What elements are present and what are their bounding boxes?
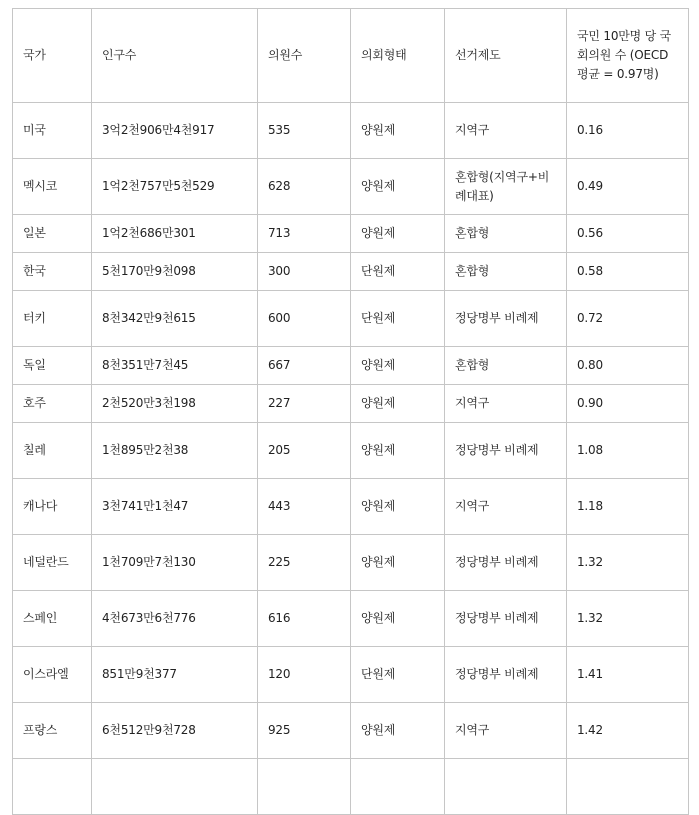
table-row [13, 215, 689, 253]
header-population: 인구수 [92, 9, 258, 103]
cell-parliament-type: 단원제 [351, 253, 445, 291]
cell-members: 225 [258, 535, 351, 591]
table-row [13, 253, 689, 291]
header-parliament-type: 의회형태 [351, 9, 445, 103]
cell-parliament-type: 양원제 [351, 103, 445, 159]
table-row [13, 535, 689, 591]
table-row [13, 591, 689, 647]
cell-country: 미국 [13, 103, 92, 159]
cell-electoral-system: 혼합형(지역구+비례대표) [445, 159, 567, 215]
cell-electoral-system: 정당명부 비례제 [445, 423, 567, 479]
cell-members: 300 [258, 253, 351, 291]
cell-members-per-100k: 1.32 [567, 535, 689, 591]
table-row [13, 291, 689, 347]
cell-members: 443 [258, 479, 351, 535]
cell-country: 독일 [13, 347, 92, 385]
cell-population: 1천895만2천38 [92, 423, 258, 479]
cell-empty [92, 759, 258, 815]
cell-electoral-system: 지역구 [445, 385, 567, 423]
cell-country: 스페인 [13, 591, 92, 647]
cell-members-per-100k: 0.56 [567, 215, 689, 253]
table-header-row [13, 9, 689, 103]
cell-population: 1억2천686만301 [92, 215, 258, 253]
header-country: 국가 [13, 9, 92, 103]
cell-members: 925 [258, 703, 351, 759]
cell-electoral-system: 혼합형 [445, 347, 567, 385]
cell-population: 5천170만9천098 [92, 253, 258, 291]
cell-members: 713 [258, 215, 351, 253]
cell-members: 600 [258, 291, 351, 347]
cell-parliament-type: 단원제 [351, 647, 445, 703]
header-members: 의원수 [258, 9, 351, 103]
cell-members-per-100k: 1.42 [567, 703, 689, 759]
cell-country: 호주 [13, 385, 92, 423]
cell-parliament-type: 양원제 [351, 159, 445, 215]
cell-population: 8천351만7천45 [92, 347, 258, 385]
cell-members: 120 [258, 647, 351, 703]
cell-electoral-system: 지역구 [445, 703, 567, 759]
cell-country: 이스라엘 [13, 647, 92, 703]
cell-electoral-system: 정당명부 비례제 [445, 291, 567, 347]
cell-empty [258, 759, 351, 815]
cell-members-per-100k: 0.72 [567, 291, 689, 347]
table-row [13, 703, 689, 759]
cell-members-per-100k: 1.18 [567, 479, 689, 535]
table-row [13, 423, 689, 479]
table-row [13, 385, 689, 423]
cell-parliament-type: 양원제 [351, 385, 445, 423]
cell-members: 535 [258, 103, 351, 159]
cell-electoral-system: 지역구 [445, 103, 567, 159]
parliament-comparison-table [12, 8, 689, 815]
cell-electoral-system: 지역구 [445, 479, 567, 535]
cell-population: 851만9천377 [92, 647, 258, 703]
cell-members-per-100k: 0.90 [567, 385, 689, 423]
table-row-partial [13, 759, 689, 815]
cell-members: 227 [258, 385, 351, 423]
cell-parliament-type: 단원제 [351, 291, 445, 347]
cell-electoral-system: 혼합형 [445, 253, 567, 291]
cell-country: 네덜란드 [13, 535, 92, 591]
table-row [13, 479, 689, 535]
cell-empty [567, 759, 689, 815]
cell-population: 3천741만1천47 [92, 479, 258, 535]
cell-members-per-100k: 0.49 [567, 159, 689, 215]
cell-parliament-type: 양원제 [351, 703, 445, 759]
cell-parliament-type: 양원제 [351, 347, 445, 385]
cell-country: 터키 [13, 291, 92, 347]
cell-country: 일본 [13, 215, 92, 253]
cell-empty [13, 759, 92, 815]
cell-parliament-type: 양원제 [351, 479, 445, 535]
table-row [13, 103, 689, 159]
cell-electoral-system: 혼합형 [445, 215, 567, 253]
header-members-per-100k: 국민 10만명 당 국회의원 수 (OECD 평균 = 0.97명) [567, 9, 689, 103]
cell-members: 628 [258, 159, 351, 215]
cell-electoral-system: 정당명부 비례제 [445, 535, 567, 591]
cell-electoral-system: 정당명부 비례제 [445, 647, 567, 703]
cell-country: 멕시코 [13, 159, 92, 215]
cell-parliament-type: 양원제 [351, 423, 445, 479]
cell-empty [445, 759, 567, 815]
cell-population: 6천512만9천728 [92, 703, 258, 759]
cell-members-per-100k: 0.16 [567, 103, 689, 159]
table-row [13, 647, 689, 703]
cell-members-per-100k: 1.08 [567, 423, 689, 479]
cell-country: 캐나다 [13, 479, 92, 535]
cell-population: 4천673만6천776 [92, 591, 258, 647]
cell-population: 8천342만9천615 [92, 291, 258, 347]
cell-country: 프랑스 [13, 703, 92, 759]
cell-members-per-100k: 0.58 [567, 253, 689, 291]
cell-members: 616 [258, 591, 351, 647]
table-row [13, 159, 689, 215]
cell-population: 1억2천757만5천529 [92, 159, 258, 215]
cell-parliament-type: 양원제 [351, 535, 445, 591]
cell-empty [351, 759, 445, 815]
cell-parliament-type: 양원제 [351, 591, 445, 647]
cell-electoral-system: 정당명부 비례제 [445, 591, 567, 647]
cell-parliament-type: 양원제 [351, 215, 445, 253]
table-row [13, 347, 689, 385]
cell-population: 2천520만3천198 [92, 385, 258, 423]
header-electoral-system: 선거제도 [445, 9, 567, 103]
cell-country: 칠레 [13, 423, 92, 479]
cell-members: 205 [258, 423, 351, 479]
cell-members: 667 [258, 347, 351, 385]
cell-population: 3억2천906만4천917 [92, 103, 258, 159]
cell-population: 1천709만7천130 [92, 535, 258, 591]
cell-country: 한국 [13, 253, 92, 291]
cell-members-per-100k: 1.41 [567, 647, 689, 703]
cell-members-per-100k: 1.32 [567, 591, 689, 647]
cell-members-per-100k: 0.80 [567, 347, 689, 385]
